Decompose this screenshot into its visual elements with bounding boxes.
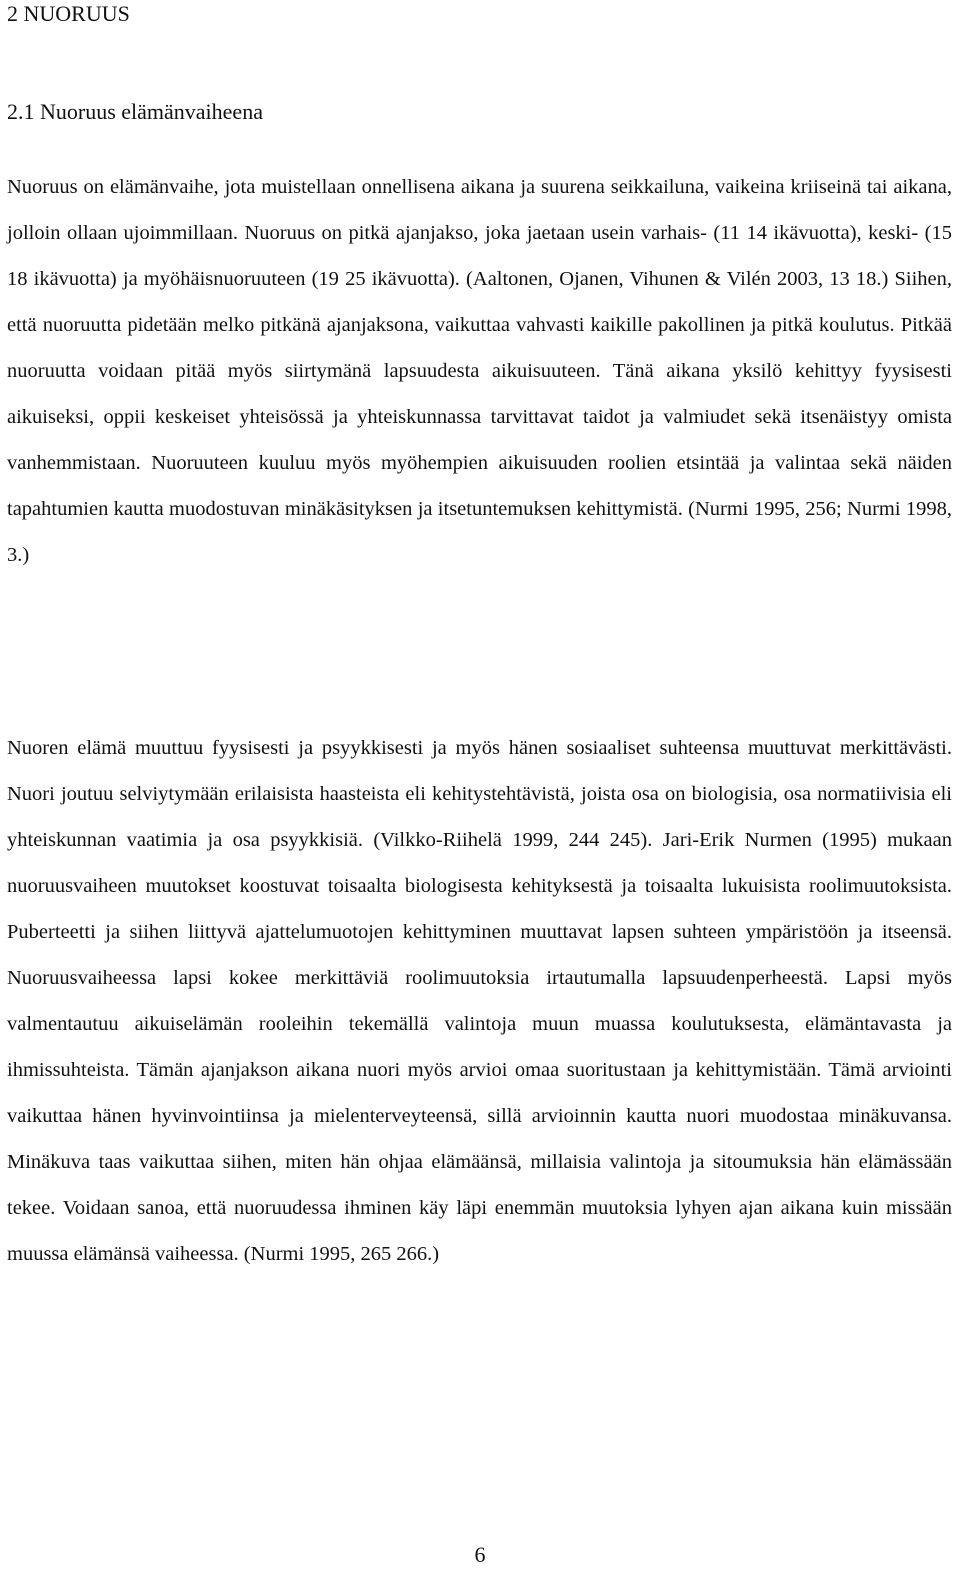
body-paragraph-2: Nuoren elämä muuttuu fyysisesti ja psyykkisesti ja myös hänen sosiaaliset suhteensa muuttuvat merkittävästi. Nuori joutuu selviytymään erilaisista haasteista eli kehitystehtävistä, joista osa on biologisia, osa normatiivisia eli yhteiskunnan vaatimia ja osa psyykkisiä. (Vilkko-Riihelä 1999, 244 245). Jari-Erik Nurmen (1995) mukaan nuoruusvaiheen muutokset koostuvat toisaalta biologisesta kehityksestä ja toisaalta lukuisista roolimuutoksista. Puberteetti ja siihen liittyvä ajattelumuotojen kehittyminen muuttavat lapsen suhteen ympäristöön ja itseensä. Nuoruusvaiheessa lapsi kokee merkittäviä roolimuutoksia irtautumalla lapsuudenperheestä. Lapsi myös valmentautuu aikuiselämän rooleihin tekemällä valintoja muun muassa koulutuksesta, elämäntavasta ja ihmissuhteista. Tämän ajanjakson aikana nuori myös arvioi omaa suoritustaan ja kehittymistään. Tämä arviointi vaikuttaa hänen hyvinvointiinsa ja mielenterveyteensä, sillä arvioinnin kautta nuori muodostaa minäkuvansa. Minäkuva taas vaikuttaa siihen, miten hän ohjaa elämäänsä, millaisia valintoja ja sitoumuksia hän elämässään tekee. Voidaan sanoa, että nuoruudessa ihminen käy läpi enemmän muutoksia lyhyen ajan aikana kuin missään muussa elämänsä vaiheessa. (Nurmi 1995, 265 266.) (7, 737, 952, 1265)
chapter-heading: 2 NUORUUS (7, 1, 130, 26)
body-paragraph-1: Nuoruus on elämänvaihe, jota muistellaan onnellisena aikana ja suurena seikkailuna, vaikeina kriiseinä tai aikana, jolloin ollaan ujoimmillaan. Nuoruus on pitkä ajanjakso, joka jaetaan usein varhais- (11 14 ikävuotta), keski- (15 18 ikävuotta) ja myöhäisnuoruuteen (19 25 ikävuotta). (Aaltonen, Ojanen, Vihunen & Vilén 2003, 13 18.) Siihen, että nuoruutta pidetään melko pitkänä ajanjaksona, vaikuttaa vahvasti kaikille pakollinen ja pitkä koulutus. Pitkää nuoruutta voidaan pitää myös siirtymänä lapsuudesta aikuisuuteen. Tänä aikana yksilö kehittyy fyysisesti aikuiseksi, oppii keskeiset yhteisössä ja yhteiskunnassa tarvittavat taidot ja valmiudet sekä itsenäistyy omista vanhemmistaan. Nuoruuteen kuuluu myös myöhempien aikuisuuden roolien etsintää ja valintaa sekä näiden tapahtumien kautta muodostuvan minäkäsityksen ja itsetuntemuksen kehittymistä. (Nurmi 1995, 256; Nurmi 1998, 3.) (7, 176, 952, 566)
section-heading: 2.1 Nuoruus elämänvaiheena (7, 99, 263, 124)
page-number: 6 (474, 1542, 486, 1567)
